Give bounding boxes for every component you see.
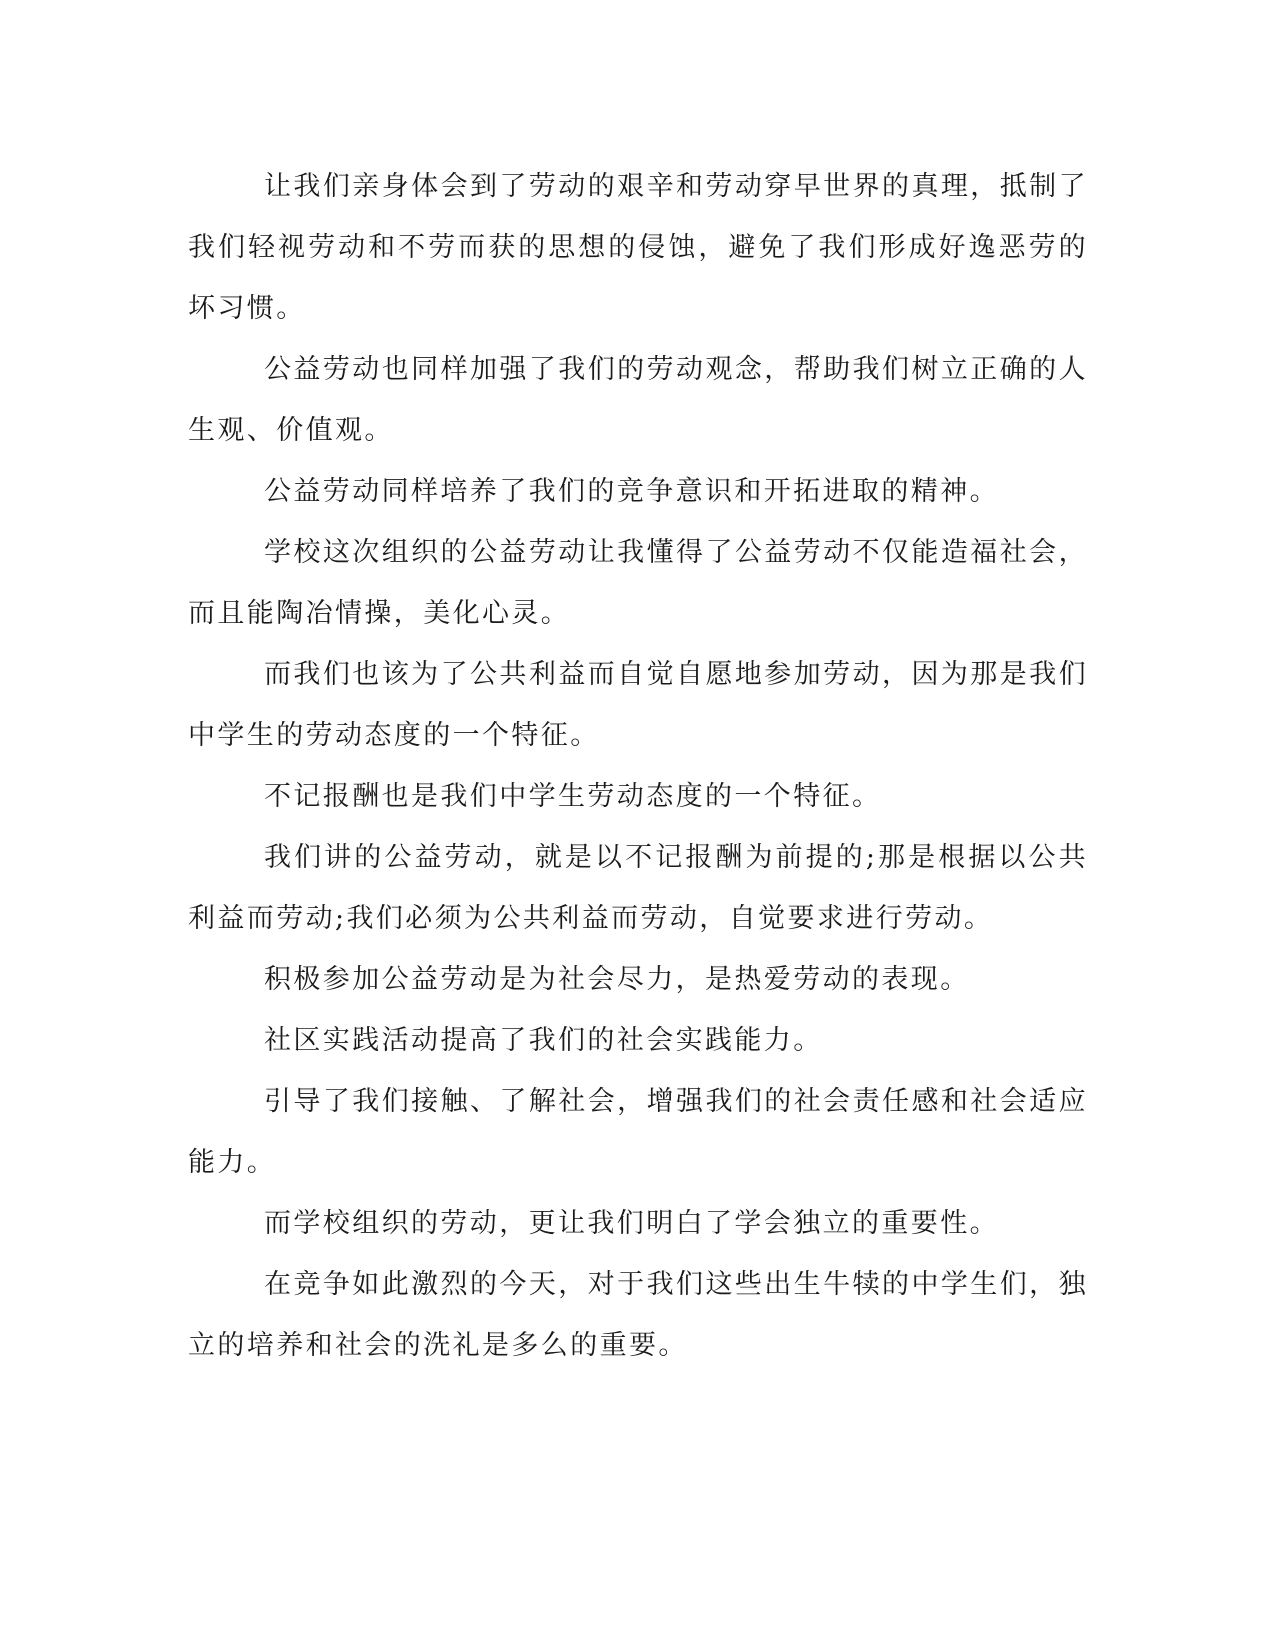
paragraph-10: 引导了我们接触、了解社会，增强我们的社会责任感和社会适应能力。 [188,1086,1088,1178]
paragraph-12: 在竞争如此激烈的今天，对于我们这些出生牛犊的中学生们，独立的培养和社会的洗礼是多么的重要。 [188,1269,1088,1361]
document-body [188,156,1088,1376]
paragraph-2: 公益劳动也同样加强了我们的劳动观念，帮助我们树立正确的人生观、价值观。 [188,354,1088,446]
paragraph-3: 公益劳动同样培养了我们的竞争意识和开拓进取的精神。 [264,476,999,507]
paragraph-9: 社区实践活动提高了我们的社会实践能力。 [264,1025,823,1056]
paragraph-1: 让我们亲身体会到了劳动的艰辛和劳动穿早世界的真理，抵制了我们轻视劳动和不劳而获的思想的侵蚀，避免了我们形成好逸恶劳的坏习惯。 [188,171,1088,324]
paragraph-11: 而学校组织的劳动，更让我们明白了学会独立的重要性。 [264,1208,999,1239]
paragraph-4: 学校这次组织的公益劳动让我懂得了公益劳动不仅能造福社会，而且能陶冶情操，美化心灵。 [188,537,1088,629]
paragraph-8: 积极参加公益劳动是为社会尽力，是热爱劳动的表现。 [264,964,970,995]
paragraph-6: 不记报酬也是我们中学生劳动态度的一个特征。 [264,781,882,812]
paragraph-5: 而我们也该为了公共利益而自觉自愿地参加劳动，因为那是我们中学生的劳动态度的一个特征。 [188,659,1088,751]
paragraph-7: 我们讲的公益劳动，就是以不记报酬为前提的;那是根据以公共利益而劳动;我们必须为公共利益而劳动，自觉要求进行劳动。 [188,842,1088,934]
